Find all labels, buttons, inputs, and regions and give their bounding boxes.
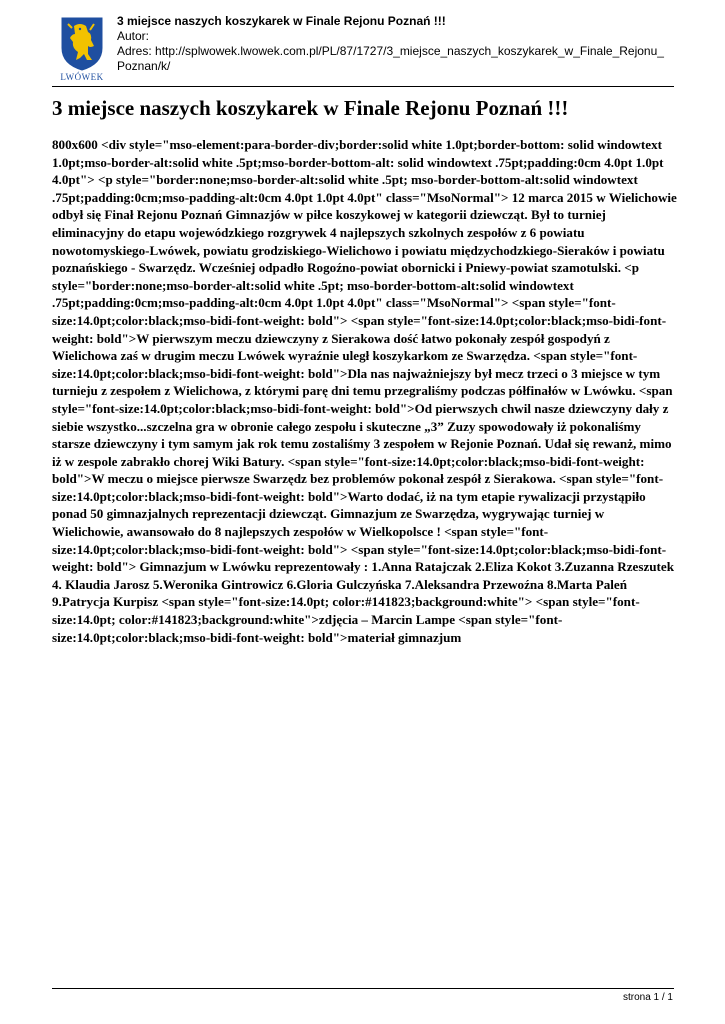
lwowek-logo <box>60 16 104 84</box>
logo-text: LWÓWEK <box>60 72 104 82</box>
header-address-line-2[interactable]: Poznan/k/ <box>117 59 171 73</box>
article-body: 800x600 <div style="mso-element:para-border-div;border:solid white 1.0pt;border-bottom: solid windowtext 1.0pt;mso-border-alt:solid white .5pt;mso-border-bottom-alt: solid windowtext .75pt;padding:0cm 4.0pt 1.0pt 4.0pt"> <p style="border:none;mso-border-alt:solid white .5pt; mso-border-bottom-alt:solid windowtext .75pt;padding:0cm;mso-padding-alt:0cm 4.0pt 1.0pt 4.0pt" class="MsoNormal"> 12 marca 2015 w Wielichowie odbył się Finał Rejonu Poznań Gimnazjów w piłce koszykowej w kategorii dziewcząt. Był to turniej eliminacyjny do etapu wojewódzkiego rozgrywek 4 najlepszych szkolnych zespołów z 6 powiatu nowotomyskiego-Lwówek, powiatu grodziskiego-Wielichowo i powiatu międzychodzkiego-Sieraków i powiatu poznańskiego - Swarzędz. Wcześniej odpadło Rogoźno-powiat obornicki i Pniewy-powiat szamotulski. <p style="border:none;mso-border-alt:solid white .5pt; mso-border-bottom-alt:solid windowtext .75pt;padding:0cm;mso-padding-alt:0cm 4.0pt 1.0pt 4.0pt" class="MsoNormal"> <span style="font-size:14.0pt;color:black;mso-bidi-font-weight: bold"> <span style="font-size:14.0pt;color:black;mso-bidi-font-weight: bold">W pierwszym meczu dziewczyny z Sierakowa dość łatwo pokonały zespół gospodyń z Wielichowa zaś w drugim meczu Lwówek wyraźnie uległ koszykarkom ze Swarzędza. <span style="font-size:14.0pt;color:black;mso-bidi-font-weight: bold">Dla nas najważniejszy był mecz trzeci o 3 miejsce w tym turnieju z zespołem z Wielichowa, z którymi parę dni temu przegraliśmy podczas półfinałów w Lwówku. <span style="font-size:14.0pt;color:black;mso-bidi-font-weight: bold">Od pierwszych chwil nasze dziewczyny dały z siebie wszystko...szczelna gra w obronie całego zespołu i skuteczne „3” Zuzy spowodowały iż pokonaliśmy starsze dziewczyny i tym samym jak rok temu zostaliśmy 3 zespołem w Rejonie Poznań. Udał się rewanż, mimo iż w zespole zabrakło chorej Wiki Batury. <span style="font-size:14.0pt;color:black;mso-bidi-font-weight: bold">W meczu o miejsce pierwsze Swarzędz bez problemów pokonał zespół z Sierakowa. <span style="font-size:14.0pt;color:black;mso-bidi-font-weight: bold">Warto dodać, iż na tym etapie rywalizacji przystąpiło ponad 50 gimnazjalnych reprezentacji dziewcząt. Gimnazjum ze Swarzędza, wygrywając turniej w Wielichowie, awansowało do 8 najlepszych zespołów w Wielkopolsce ! <span style="font-size:14.0pt;color:black;mso-bidi-font-weight: bold"> <span style="font-size:14.0pt;color:black;mso-bidi-font-weight: bold"> Gimnazjum w Lwówku reprezentowały : 1.Anna Ratajczak 2.Eliza Kokot 3.Zuzanna Rzeszutek 4. Klaudia Jarosz 5.Weronika Gintrowicz 6.Gloria Gulczyńska 7.Aleksandra Przewoźna 8.Marta Paleń 9.Patrycja Kurpisz <span style="font-size:14.0pt; color:#141823;background:white"> <span style="font-size:14.0pt; color:#141823;background:white">zdjęcia – Marcin Lampe <span style="font-size:14.0pt;color:black;mso-bidi-font-weight: bold">materiał gimnazjum <box>52 137 677 645</box>
page-number: strona 1 / 1 <box>622 992 673 1003</box>
header-author: Autor: <box>117 29 150 43</box>
lion-crest-icon <box>60 16 104 72</box>
header-title: 3 miejsce naszych koszykarek w Finale Rejonu Poznań !!! <box>117 14 446 28</box>
header-text-block <box>117 14 677 74</box>
header-divider <box>52 86 674 87</box>
page-header <box>52 14 674 84</box>
footer-divider <box>52 988 674 989</box>
header-address-line-1[interactable]: Adres: http://splwowek.lwowek.com.pl/PL/87/1727/3_miejsce_naszych_koszykarek_w_Finale_Rejonu_ <box>117 44 664 58</box>
article-title: 3 miejsce naszych koszykarek w Finale Rejonu Poznań !!! <box>52 96 569 120</box>
